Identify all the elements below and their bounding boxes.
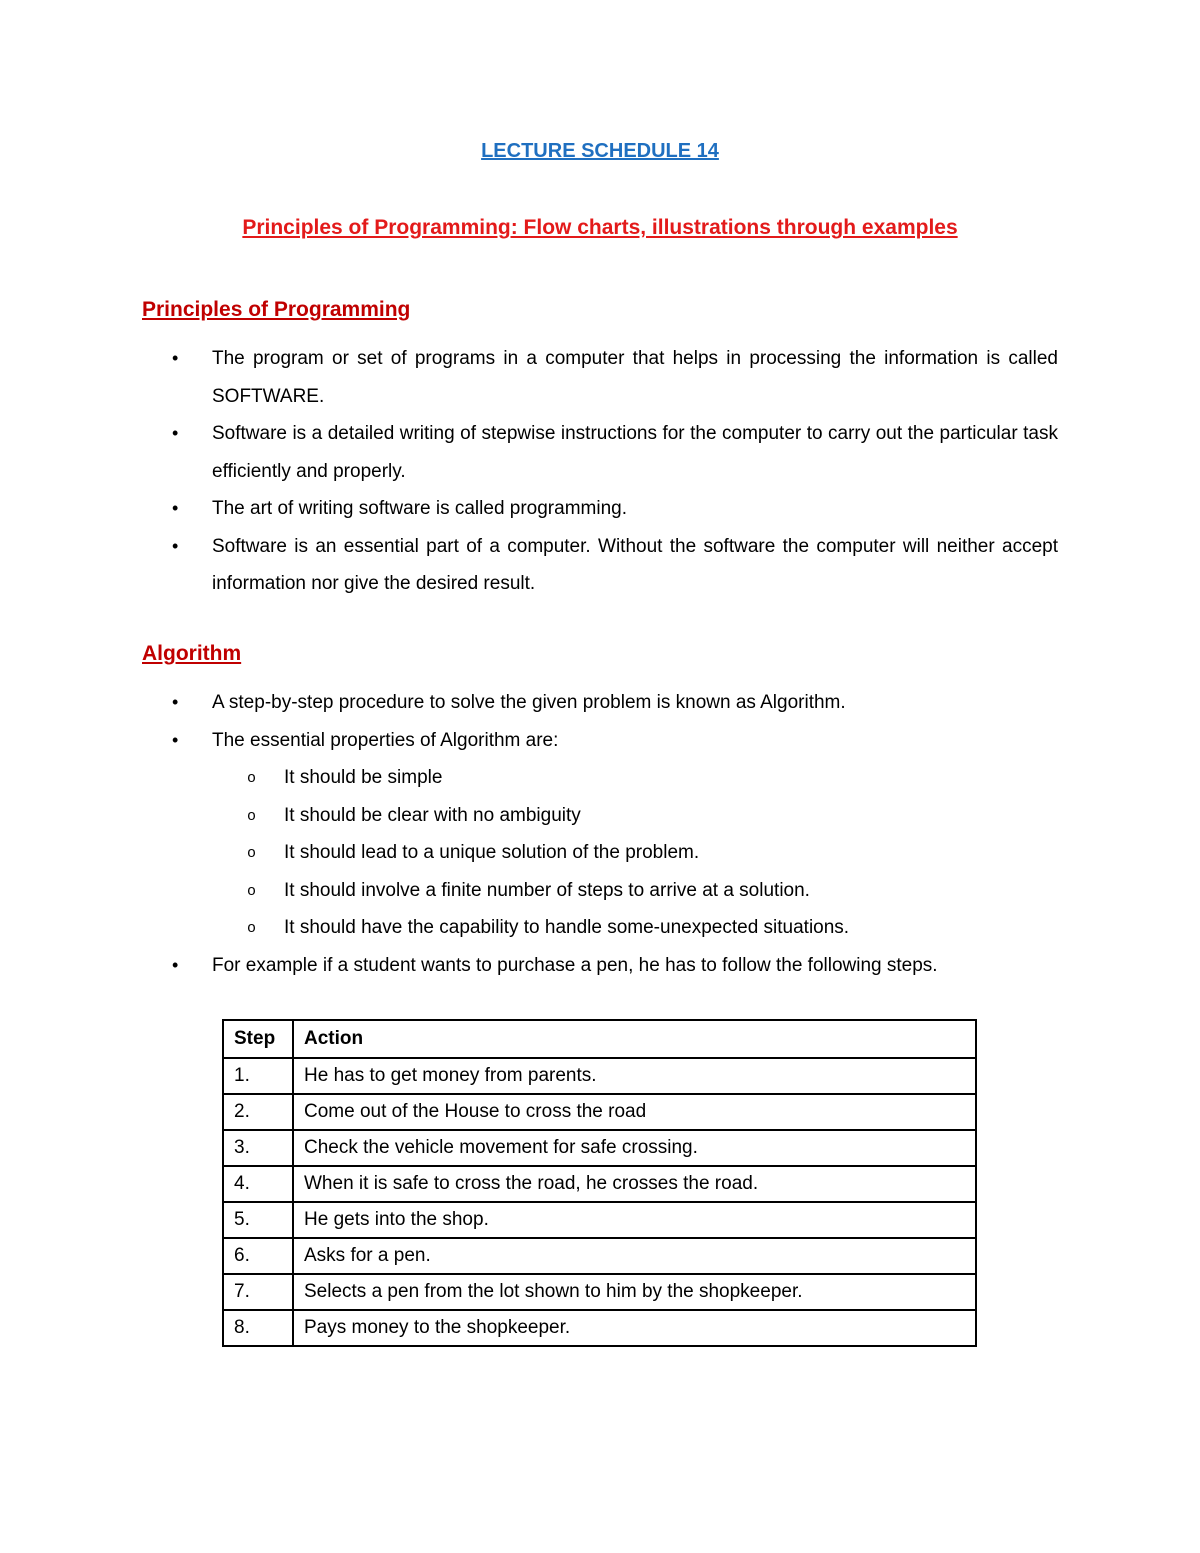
sub-list-item: o It should have the capability to handle some-unexpected situations.: [212, 909, 1058, 947]
column-header-action: Action: [293, 1020, 976, 1058]
step-number-cell: 6.: [223, 1238, 293, 1274]
step-number-cell: 3.: [223, 1130, 293, 1166]
list-item: [142, 722, 1058, 947]
properties-sub-list: [212, 759, 1058, 947]
column-header-step: Step: [223, 1020, 293, 1058]
table-header-row: [223, 1020, 976, 1058]
list-item: • Software is a detailed writing of stepwise instructions for the computer to carry out the particular task efficiently and properly.: [142, 415, 1058, 490]
list-item: • Software is an essential part of a computer. Without the software the computer will neither accept information nor give the desired result.: [142, 528, 1058, 603]
table-row: [223, 1058, 976, 1094]
document-subtitle: Principles of Programming: Flow charts, illustrations through examples: [242, 216, 958, 239]
step-number-cell: 4.: [223, 1166, 293, 1202]
steps-table: [222, 1019, 977, 1347]
list-item: • A step-by-step procedure to solve the given problem is known as Algorithm.: [142, 684, 1058, 722]
table-row: [223, 1274, 976, 1310]
sub-list-item: o It should be clear with no ambiguity: [212, 797, 1058, 835]
list-item-text: The essential properties of Algorithm are:: [212, 729, 559, 751]
lecture-title: LECTURE SCHEDULE 14: [481, 140, 719, 162]
principles-bullet-list: [142, 340, 1058, 603]
action-cell: Selects a pen from the lot shown to him by the shopkeeper.: [293, 1274, 976, 1310]
table-row: [223, 1130, 976, 1166]
algorithm-bullet-list: [142, 684, 1058, 984]
sub-list-item: o It should involve a finite number of steps to arrive at a solution.: [212, 872, 1058, 910]
table-row: [223, 1202, 976, 1238]
step-number-cell: 8.: [223, 1310, 293, 1346]
step-number-cell: 1.: [223, 1058, 293, 1094]
list-item: • The art of writing software is called programming.: [142, 490, 1058, 528]
list-item: • The program or set of programs in a computer that helps in processing the information is called SOFTWARE.: [142, 340, 1058, 415]
table-row: [223, 1094, 976, 1130]
table-row: [223, 1310, 976, 1346]
action-cell: He gets into the shop.: [293, 1202, 976, 1238]
step-number-cell: 2.: [223, 1094, 293, 1130]
table-row: [223, 1166, 976, 1202]
section-heading-algorithm: Algorithm: [142, 642, 242, 665]
action-cell: Asks for a pen.: [293, 1238, 976, 1274]
step-number-cell: 7.: [223, 1274, 293, 1310]
action-cell: When it is safe to cross the road, he crosses the road.: [293, 1166, 976, 1202]
list-item: • For example if a student wants to purchase a pen, he has to follow the following steps.: [142, 947, 1058, 985]
step-number-cell: 5.: [223, 1202, 293, 1238]
action-cell: Pays money to the shopkeeper.: [293, 1310, 976, 1346]
sub-list-item: o It should lead to a unique solution of the problem.: [212, 834, 1058, 872]
table-row: [223, 1238, 976, 1274]
action-cell: Come out of the House to cross the road: [293, 1094, 976, 1130]
action-cell: Check the vehicle movement for safe crossing.: [293, 1130, 976, 1166]
section-heading-principles: Principles of Programming: [142, 298, 411, 321]
sub-list-item: o It should be simple: [212, 759, 1058, 797]
action-cell: He has to get money from parents.: [293, 1058, 976, 1094]
